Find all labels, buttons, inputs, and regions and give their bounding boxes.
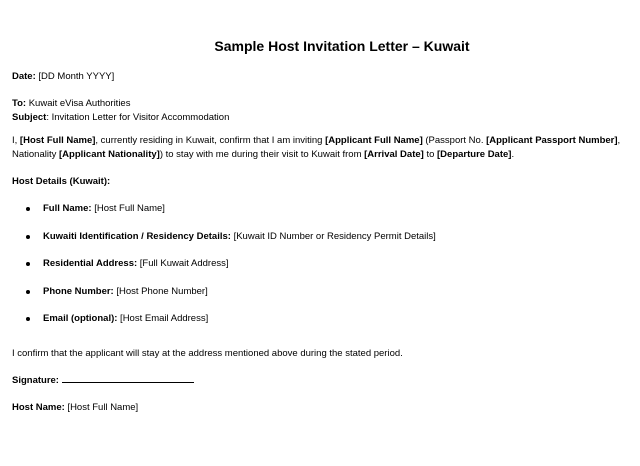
intro-text: , Nationality (12, 134, 621, 160)
placeholder-field: [Departure Date] (437, 149, 512, 160)
host-detail-value: [Host Full Name] (91, 203, 165, 214)
host-detail-label: Phone Number: (43, 285, 114, 297)
host-detail-item (12, 230, 630, 245)
host-detail-value: [Host Email Address] (117, 313, 209, 324)
to-value: Kuwait eVisa Authorities (26, 97, 131, 109)
host-detail-label: Kuwaiti Identification / Residency Details: (43, 230, 231, 242)
intro-text: . (511, 149, 515, 160)
host-detail-item (12, 312, 630, 327)
intro-text: (Passport No. (422, 134, 487, 146)
host-name-line (12, 401, 630, 416)
intro-text: ) to stay with me during their visit to Kuwait from (159, 149, 365, 160)
placeholder-field: [Applicant Full Name] (325, 134, 423, 146)
host-detail-value: [Host Phone Number] (113, 285, 208, 297)
bullet-icon (26, 317, 30, 321)
subject-label: Subject (12, 112, 47, 123)
host-detail-label: Email (optional): (43, 313, 118, 324)
intro-text: I, (12, 134, 20, 146)
subject-value: : Invitation Letter for Visitor Accommodation (46, 112, 230, 123)
bullet-icon (26, 235, 30, 239)
signature-line (12, 373, 630, 389)
host-name-value: [Host Full Name] (64, 401, 139, 413)
host-detail-value: [Full Kuwait Address] (137, 258, 229, 269)
recipient-block (12, 97, 630, 126)
date-value: [DD Month YYYY] (35, 71, 115, 82)
bullet-icon (26, 262, 30, 266)
confirmation-text: I confirm that the applicant will stay at the address mentioned above during the stated period. (12, 347, 403, 359)
intro-text: , currently residing in Kuwait, confirm that I am inviting (95, 134, 326, 146)
host-detail-label: Residential Address: (43, 258, 138, 269)
host-detail-label: Full Name: (43, 203, 92, 214)
date-label: Date: (12, 71, 36, 82)
placeholder-field: [Arrival Date] (364, 149, 424, 160)
to-label: To: (12, 97, 27, 109)
placeholder-field: [Host Full Name] (19, 134, 96, 146)
host-details-list (12, 202, 630, 327)
date-line (12, 70, 630, 85)
letter-page (0, 37, 640, 466)
document-title: Sample Host Invitation Letter – Kuwait (214, 38, 470, 54)
signature-label: Signature: (12, 375, 59, 386)
host-detail-item (12, 285, 630, 300)
intro-text: to (423, 149, 438, 160)
signature-underline (62, 373, 194, 383)
host-name-label: Host Name: (12, 401, 65, 413)
host-detail-value: [Kuwait ID Number or Residency Permit Details] (230, 230, 436, 242)
host-detail-item (12, 257, 630, 272)
host-detail-item (12, 202, 630, 217)
bullet-icon (26, 290, 30, 294)
placeholder-field: [Applicant Passport Number] (486, 134, 618, 146)
intro-paragraph (12, 134, 630, 163)
placeholder-field: [Applicant Nationality] (59, 149, 160, 160)
host-details-heading: Host Details (Kuwait): (12, 175, 111, 187)
bullet-icon (26, 207, 30, 211)
